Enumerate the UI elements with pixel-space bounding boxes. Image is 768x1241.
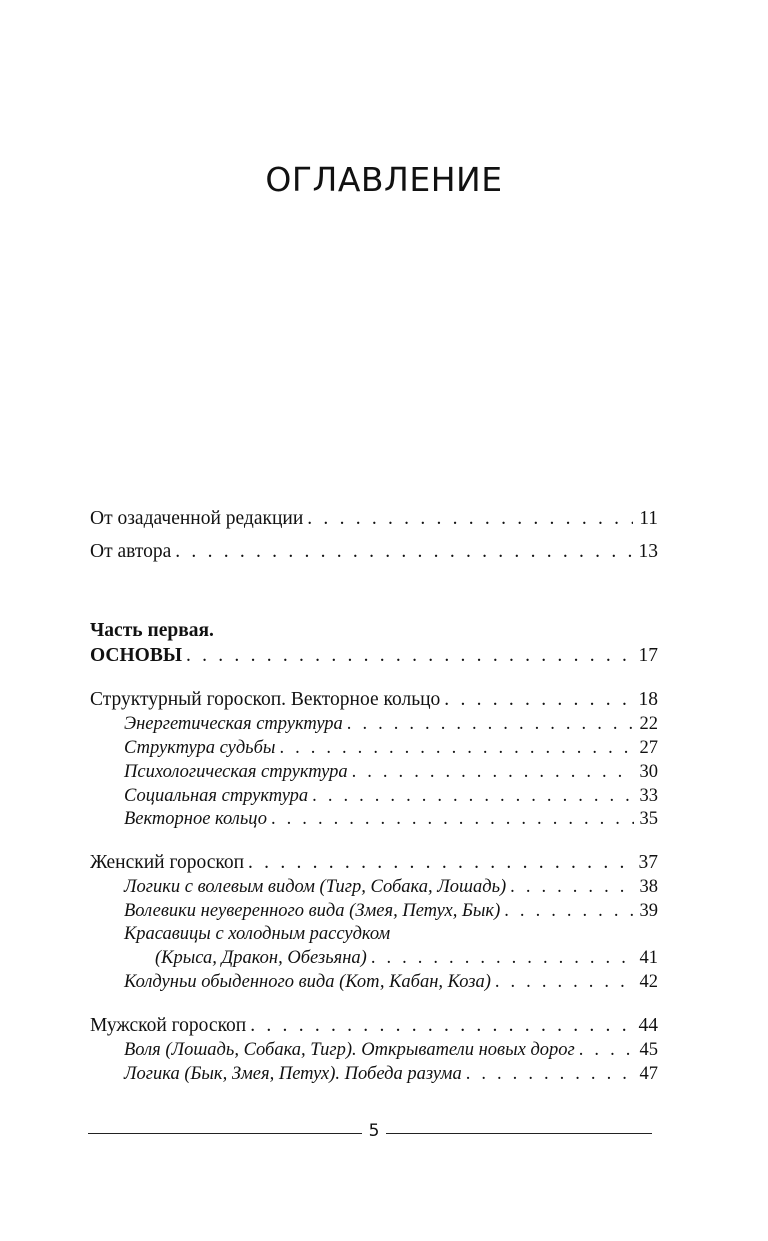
toc-page-number: 41	[639, 948, 658, 968]
toc-entry-text: Волевики неуверенного вида (Змея, Петух, Бык)	[124, 901, 501, 921]
toc-entry-text: Колдуньи обыденного вида (Кот, Кабан, Коза)	[124, 972, 491, 992]
toc-subentry[interactable]	[124, 969, 658, 995]
toc-entry-text: Логика (Бык, Змея, Петух). Победа разума	[124, 1064, 462, 1084]
toc-subentry[interactable]	[124, 806, 658, 832]
toc-entry-female[interactable]	[90, 850, 658, 876]
toc-entry-structural[interactable]	[90, 687, 658, 713]
toc-page-number: 39	[639, 901, 658, 921]
dot-leader	[250, 1013, 632, 1039]
toc-entry-text: Мужской гороскоп	[90, 1015, 247, 1036]
toc-entry-text: Энергетическая структура	[124, 714, 343, 734]
dot-leader	[510, 874, 633, 900]
toc-subentry[interactable]	[124, 1037, 658, 1063]
toc-subentry[interactable]	[124, 735, 658, 761]
toc-entry-text: Психологическая структура	[124, 762, 348, 782]
toc-page-number: 47	[639, 1064, 658, 1084]
toc-entry-text: (Крыса, Дракон, Обезьяна)	[155, 948, 367, 968]
toc-entry-text: Женский гороскоп	[90, 852, 245, 873]
toc-page-number: 27	[639, 738, 658, 758]
toc-page-number: 37	[638, 852, 658, 873]
toc-entry-text: От автора	[90, 541, 172, 562]
dot-leader	[271, 806, 634, 832]
dot-leader	[352, 759, 634, 785]
toc-page-number: 45	[639, 1040, 658, 1060]
dot-leader	[495, 969, 634, 995]
toc-page-number: 33	[639, 786, 658, 806]
toc-entry-text: Логики с волевым видом (Тигр, Собака, Лошадь)	[124, 877, 507, 897]
toc-page-number: 11	[639, 508, 658, 529]
toc-entry-author[interactable]	[90, 539, 658, 565]
dot-leader	[579, 1037, 634, 1063]
dot-leader	[186, 643, 633, 669]
toc-entry-text: ОСНОВЫ	[90, 645, 182, 666]
toc-page-number: 35	[639, 809, 658, 829]
dot-leader	[444, 687, 632, 713]
toc-subentry-multiline-first[interactable]	[124, 921, 658, 947]
toc-page-number: 38	[639, 877, 658, 897]
toc-subentry[interactable]	[124, 711, 658, 737]
toc-entry-text: Воля (Лошадь, Собака, Тигр). Открыватели новых дорог	[124, 1040, 575, 1060]
toc-page-number: 13	[638, 541, 658, 562]
toc-entry-male[interactable]	[90, 1013, 658, 1039]
dot-leader	[248, 850, 632, 876]
footer-rule-left	[88, 1133, 362, 1134]
toc-entry-editorial[interactable]	[90, 506, 658, 532]
page-number: 5	[368, 1121, 380, 1141]
dot-leader	[279, 735, 633, 761]
toc-subentry-continuation[interactable]	[155, 945, 658, 971]
toc-entry-text: Векторное кольцо	[124, 809, 267, 829]
part-label: Часть первая.	[90, 620, 214, 641]
toc-entry-text: От озадаченной редакции	[90, 508, 304, 529]
toc-entry-text: Красавицы с холодным рассудком	[124, 924, 391, 944]
toc-page-number: 18	[638, 689, 658, 710]
toc-page-number: 42	[639, 972, 658, 992]
toc-subentry[interactable]	[124, 759, 658, 785]
toc-page-number: 17	[638, 645, 658, 666]
dot-leader	[347, 711, 634, 737]
toc-entry-text: Структура судьбы	[124, 738, 276, 758]
toc-entry-part-heading[interactable]	[90, 643, 658, 669]
toc-entry-text: Структурный гороскоп. Векторное кольцо	[90, 689, 441, 710]
dot-leader	[466, 1061, 634, 1087]
dot-leader	[371, 945, 634, 971]
toc-page-number: 30	[639, 762, 658, 782]
toc-subentry[interactable]	[124, 1061, 658, 1087]
dot-leader	[175, 539, 632, 565]
toc-entry-text: Социальная структура	[124, 786, 309, 806]
dot-leader	[307, 506, 633, 532]
toc-page-number: 44	[638, 1015, 658, 1036]
page-title: ОГЛАВЛЕНИЕ	[265, 160, 503, 199]
toc-page-number: 22	[639, 714, 658, 734]
toc-subentry[interactable]	[124, 874, 658, 900]
footer-rule-right	[386, 1133, 652, 1134]
